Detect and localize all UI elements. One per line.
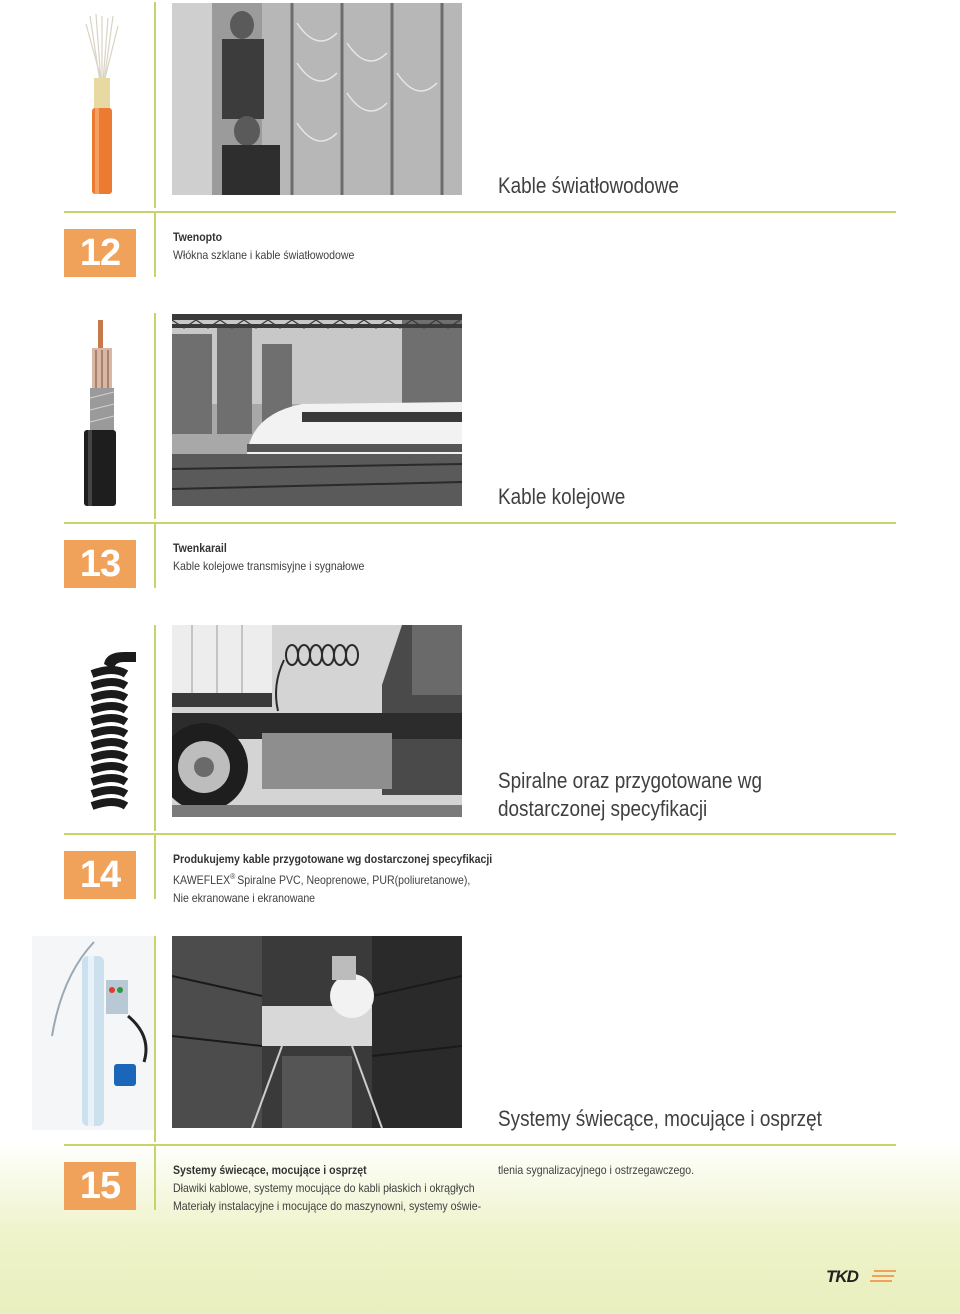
spiral-cable-image <box>84 650 140 818</box>
divider-horizontal-14 <box>64 833 896 835</box>
section-number-12: 12 <box>64 229 136 277</box>
product-description: Dławiki kablowe, systemy mocujące do kabli płaskich i okrągłych <box>173 1181 475 1195</box>
divider-horizontal-12 <box>64 211 896 213</box>
section-number-15: 15 <box>64 1162 136 1210</box>
divider-vertical-13 <box>154 313 156 519</box>
section-description-14 <box>173 850 492 907</box>
section-title-12: Kable światłowodowe <box>498 173 679 198</box>
photo-truck-spiral-cables <box>172 625 462 817</box>
product-description: Nie ekranowane i ekranowane <box>173 891 316 905</box>
registered-mark: ® <box>230 872 238 881</box>
divider-vertical-14-lower <box>154 835 156 899</box>
product-name: Produkujemy kable przygotowane wg dostarczonej specyfikacji <box>173 852 493 866</box>
section-title-15: Systemy świecące, mocujące i osprzęt <box>498 1106 822 1131</box>
product-name: Twenopto <box>173 230 223 244</box>
photo-high-speed-train <box>172 314 462 506</box>
railway-cable-image <box>78 320 122 506</box>
section-title-13: Kable kolejowe <box>498 484 626 509</box>
section-description-13 <box>173 539 364 575</box>
divider-vertical-15 <box>154 936 156 1142</box>
divider-vertical-13-lower <box>154 524 156 588</box>
fiber-optic-cable-image <box>80 12 124 196</box>
section-title-line: dostarczonej specyfikacji <box>498 796 708 821</box>
product-types: Spiralne PVC, Neoprenowe, PUR(poliuretanowe), <box>237 873 471 887</box>
lighting-fixture-image <box>32 936 154 1130</box>
divider-vertical-12 <box>154 2 156 208</box>
divider-horizontal-13 <box>64 522 896 524</box>
tkd-logo <box>826 1266 898 1286</box>
section-description-12 <box>173 228 354 264</box>
divider-vertical-15-lower <box>154 1146 156 1210</box>
section-description-15 <box>173 1161 481 1215</box>
product-name: Systemy świecące, mocujące i osprzęt <box>173 1163 367 1177</box>
product-description <box>173 868 492 889</box>
section-number-13: 13 <box>64 540 136 588</box>
divider-horizontal-15 <box>64 1144 896 1146</box>
section-title-14 <box>498 767 762 823</box>
product-name: Twenkarail <box>173 541 227 555</box>
photo-elevator-shaft <box>172 936 462 1128</box>
photo-technicians-patch-panel <box>172 3 462 195</box>
tkd-logo-text: TKD <box>826 1267 858 1286</box>
section-description-15-continuation: tlenia sygnalizacyjnego i ostrzegawczego. <box>498 1163 695 1177</box>
product-description: Materiały instalacyjne i mocujące do maszynowni, systemy oświe- <box>173 1199 482 1213</box>
product-description: Włókna szklane i kable światłowodowe <box>173 248 355 262</box>
brand-name: KAWEFLEX <box>173 873 231 887</box>
product-description: Kable kolejowe transmisyjne i sygnałowe <box>173 559 365 573</box>
section-number-14: 14 <box>64 851 136 899</box>
divider-vertical-14 <box>154 625 156 831</box>
divider-vertical-12-lower <box>154 213 156 277</box>
section-title-line: Spiralne oraz przygotowane wg <box>498 768 762 793</box>
